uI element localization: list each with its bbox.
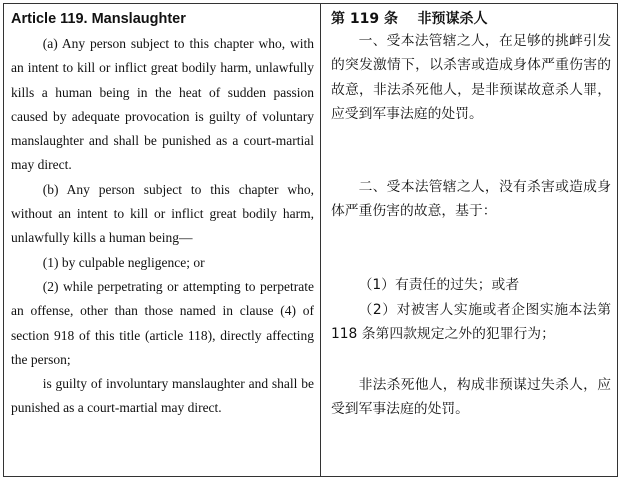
bilingual-table bbox=[3, 3, 618, 477]
spacer bbox=[331, 127, 611, 175]
chinese-paragraph-1: 一、受本法管辖之人，在足够的挑衅引发的突发激情下，以杀害或造成身体严重伤害的故意，非法杀死他人，是非预谋故意杀人罪，应受到军事法庭的处罚。 bbox=[331, 33, 611, 123]
english-column bbox=[4, 4, 321, 476]
chinese-column bbox=[321, 4, 617, 476]
spacer bbox=[331, 223, 611, 273]
chinese-paragraph-2: 二、受本法管辖之人，没有杀害或造成身体严重伤害的故意，基于： bbox=[331, 178, 611, 220]
english-conclusion: is guilty of involuntary manslaughter and shall be punished as a court-martial may direct. bbox=[11, 376, 314, 416]
english-clause-1: (1) by culpable negligence; or bbox=[42, 254, 205, 270]
english-paragraph-b: (b) Any person subject to this chapter who, without an intent to kill or inflict great bodily harm, unlawfully kills a human being— bbox=[11, 181, 314, 246]
english-article-title: Article 119. Manslaughter bbox=[11, 11, 186, 27]
spacer bbox=[331, 347, 611, 373]
chinese-article-title: 第 119 条 非预谋杀人 bbox=[331, 11, 488, 27]
chinese-clause-1: （1）有责任的过失；或者 bbox=[358, 277, 520, 294]
english-paragraph-a: (a) Any person subject to this chapter who, with an intent to kill or inflict great bodily harm, unlawfully kills a human being in the heat of sudden passion caused by adequate provocation is guilty of voluntary manslaughter and shall be punished as a court-martial may direct. bbox=[11, 36, 314, 173]
chinese-clause-2: （2）对被害人实施或者企图实施本法第 118 条第四款规定之外的犯罪行为； bbox=[331, 301, 611, 343]
chinese-conclusion: 非法杀死他人，构成非预谋过失杀人，应受到军事法庭的处罚。 bbox=[331, 376, 611, 418]
english-clause-2: (2) while perpetrating or attempting to perpetrate an offense, other than those named in clause (4) of section 918 of this title (article 118), directly affecting the person; bbox=[11, 278, 314, 367]
